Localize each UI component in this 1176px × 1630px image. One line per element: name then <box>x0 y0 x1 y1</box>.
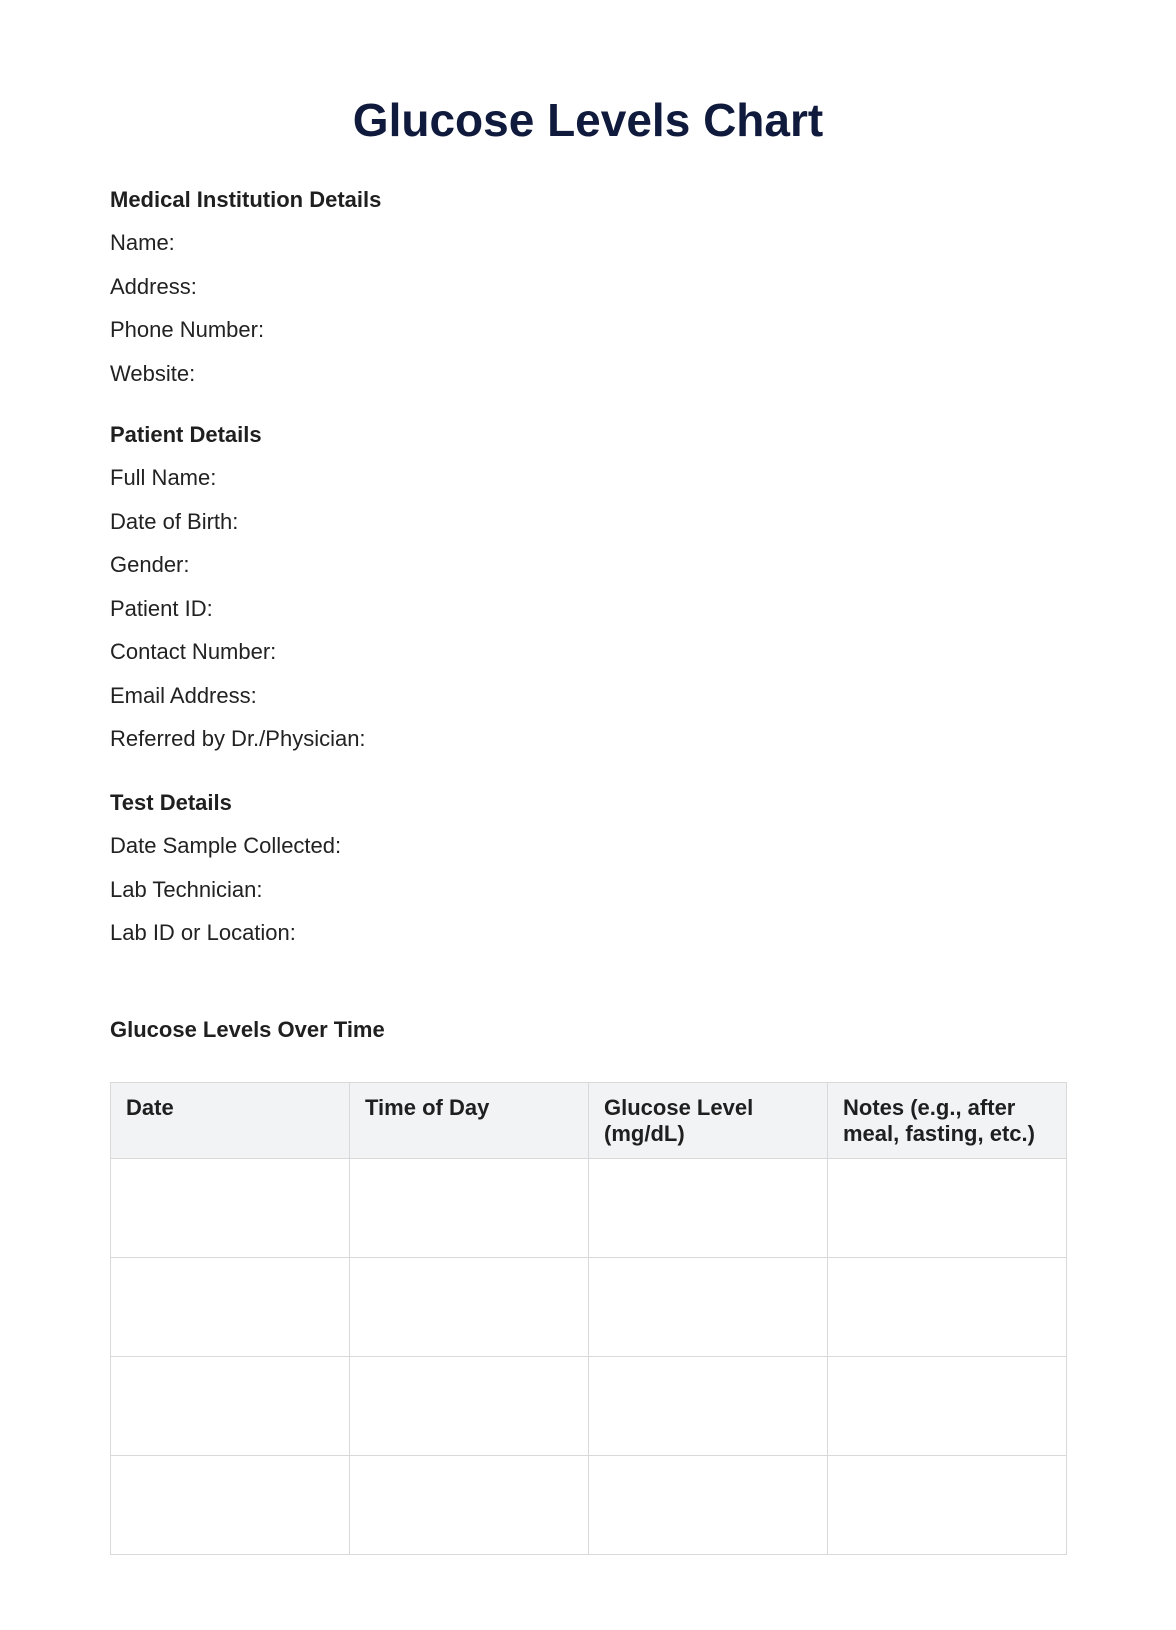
column-header-time-of-day: Time of Day <box>350 1083 589 1159</box>
test-lab-technician-label: Lab Technician: <box>110 876 263 902</box>
column-header-date: Date <box>111 1083 350 1159</box>
table-row <box>111 1159 1067 1258</box>
page-title: Glucose Levels Chart <box>352 94 824 146</box>
section-heading: Test Details <box>110 790 232 815</box>
patient-email-label: Email Address: <box>110 682 257 708</box>
institution-name-label: Name: <box>110 230 175 255</box>
institution-website-label: Website: <box>110 360 196 386</box>
table-cell-date[interactable] <box>111 1357 350 1456</box>
medical-institution-section <box>110 185 1070 402</box>
table-cell-time[interactable] <box>350 1258 589 1357</box>
patient-dob-label: Date of Birth: <box>110 508 239 534</box>
table-cell-notes[interactable] <box>828 1456 1067 1555</box>
section-heading: Glucose Levels Over Time <box>110 1017 385 1042</box>
test-details-section <box>110 788 1070 962</box>
section-heading: Patient Details <box>110 422 262 447</box>
glucose-levels-table <box>110 1082 1067 1555</box>
patient-details-section <box>110 420 1070 768</box>
column-header-glucose-level: Glucose Level (mg/dL) <box>589 1083 828 1159</box>
table-cell-notes[interactable] <box>828 1357 1067 1456</box>
patient-full-name-label: Full Name: <box>110 465 217 490</box>
table-row <box>111 1258 1067 1357</box>
table-cell-glucose[interactable] <box>589 1456 828 1555</box>
table-cell-time[interactable] <box>350 1357 589 1456</box>
table-cell-time[interactable] <box>350 1456 589 1555</box>
patient-contact-label: Contact Number: <box>110 639 277 664</box>
column-header-notes: Notes (e.g., after meal, fasting, etc.) <box>828 1083 1067 1159</box>
table-row <box>111 1357 1067 1456</box>
table-row <box>111 1456 1067 1555</box>
patient-referred-by-label: Referred by Dr./Physician: <box>110 726 366 751</box>
table-cell-glucose[interactable] <box>589 1159 828 1258</box>
table-cell-time[interactable] <box>350 1159 589 1258</box>
test-date-collected-label: Date Sample Collected: <box>110 833 342 858</box>
table-cell-notes[interactable] <box>828 1258 1067 1357</box>
table-cell-glucose[interactable] <box>589 1357 828 1456</box>
patient-id-label: Patient ID: <box>110 595 213 621</box>
section-heading: Medical Institution Details <box>110 187 382 212</box>
glucose-over-time-section <box>110 1015 1070 1058</box>
table-cell-notes[interactable] <box>828 1159 1067 1258</box>
institution-address-label: Address: <box>110 273 197 299</box>
institution-phone-label: Phone Number: <box>110 317 265 342</box>
table-header-row <box>111 1083 1067 1159</box>
table-cell-date[interactable] <box>111 1456 350 1555</box>
patient-gender-label: Gender: <box>110 552 190 577</box>
table-cell-date[interactable] <box>111 1159 350 1258</box>
table-cell-glucose[interactable] <box>589 1258 828 1357</box>
table-cell-date[interactable] <box>111 1258 350 1357</box>
test-lab-location-label: Lab ID or Location: <box>110 920 296 945</box>
